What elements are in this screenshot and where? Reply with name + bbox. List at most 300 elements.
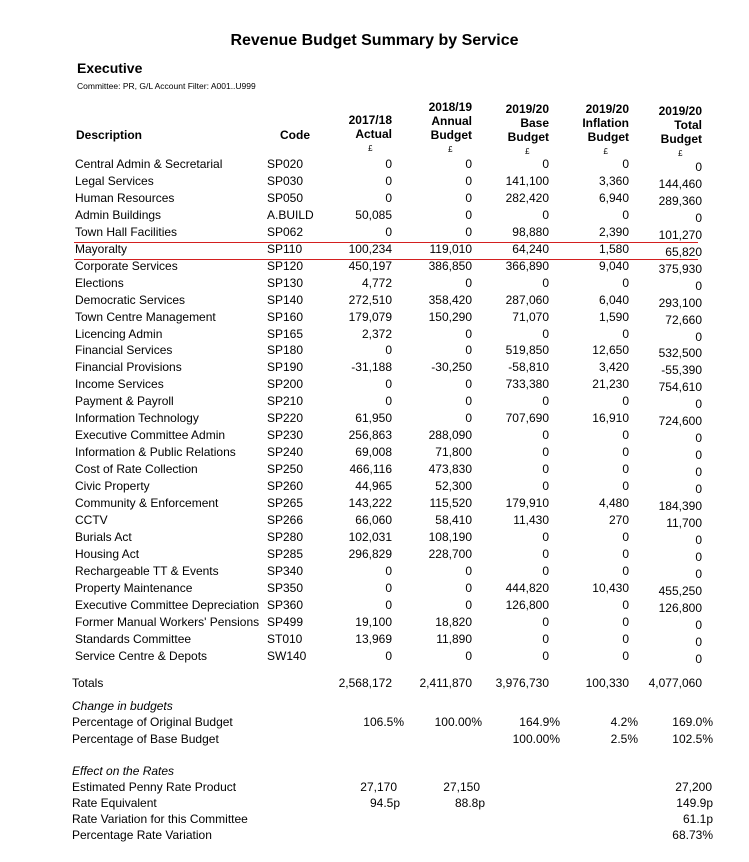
row-description: Democratic Services xyxy=(75,292,186,307)
table-row xyxy=(0,530,749,547)
row-2019-inflation: 0 xyxy=(622,529,629,544)
totals-inflation: 100,330 xyxy=(585,676,629,690)
table-row xyxy=(0,360,749,377)
row-code: SP340 xyxy=(267,563,304,578)
header-description: Description xyxy=(76,128,143,142)
table-row xyxy=(0,157,749,174)
row-description: Information Technology xyxy=(75,411,199,426)
row-code: SP120 xyxy=(267,258,304,273)
row-2018-annual: 386,850 xyxy=(428,258,472,273)
header-line: Budget xyxy=(587,130,629,144)
pct-base-label: Percentage of Base Budget xyxy=(72,732,219,746)
row-2019-base: 444,820 xyxy=(505,580,549,595)
unit-label: £ xyxy=(525,147,530,156)
row-2018-annual: 0 xyxy=(465,224,472,239)
row-2018-annual: 11,890 xyxy=(436,631,472,646)
row-2019-inflation: 0 xyxy=(622,157,629,171)
row-code: SP350 xyxy=(267,580,304,595)
row-2019-total: 532,500 xyxy=(658,346,702,361)
row-2019-total: 0 xyxy=(695,431,702,446)
row-2018-annual: 473,830 xyxy=(428,462,472,477)
table-row xyxy=(0,174,749,191)
row-2018-annual: 18,820 xyxy=(435,614,472,629)
row-description: Property Maintenance xyxy=(75,580,193,595)
table-row xyxy=(0,649,749,666)
row-2017-actual: 102,031 xyxy=(348,529,392,544)
pct-base-total: 102.5% xyxy=(672,732,713,746)
row-2018-annual: 0 xyxy=(465,326,472,341)
row-2017-actual: 0 xyxy=(385,597,392,612)
table-row xyxy=(0,208,749,225)
row-description: Burials Act xyxy=(75,529,132,544)
unit-label: £ xyxy=(678,149,683,158)
row-2018-annual: 0 xyxy=(465,173,472,188)
table-row xyxy=(0,242,749,259)
row-code: SP260 xyxy=(267,479,304,494)
row-2019-base: 282,420 xyxy=(505,190,549,205)
row-2018-annual: 358,420 xyxy=(428,292,472,307)
row-2019-total: 126,800 xyxy=(658,600,702,615)
row-description: Town Hall Facilities xyxy=(75,224,178,239)
row-2019-base: 0 xyxy=(542,479,549,494)
unit-label: £ xyxy=(448,145,453,154)
row-2019-base: 179,910 xyxy=(505,496,549,510)
header-2019-inflation xyxy=(582,102,629,159)
pct-original-total: 169.0% xyxy=(672,715,713,729)
table-row xyxy=(0,462,749,479)
row-2019-total: 0 xyxy=(695,329,702,344)
row-2019-base: 0 xyxy=(542,631,549,646)
row-2019-inflation: 0 xyxy=(622,597,629,612)
row-description: Licencing Admin xyxy=(75,326,163,341)
row-2019-total: 0 xyxy=(695,549,702,564)
row-description: Corporate Services xyxy=(75,258,178,273)
row-description: Cost of Rate Collection xyxy=(75,462,198,477)
row-2019-inflation: 12,650 xyxy=(592,343,629,358)
row-2019-inflation: 9,040 xyxy=(598,258,629,273)
row-2018-annual: 0 xyxy=(465,580,472,595)
table-row xyxy=(0,343,749,360)
row-description: Standards Committee xyxy=(75,631,192,646)
row-2018-annual: 0 xyxy=(465,563,472,578)
row-2018-annual: 115,520 xyxy=(429,496,472,510)
row-2017-actual: 0 xyxy=(385,157,392,171)
row-2019-total: 0 xyxy=(695,532,702,547)
row-2019-inflation: 0 xyxy=(622,428,629,443)
row-2019-total: 455,250 xyxy=(658,583,702,598)
pct-base-inflation: 2.5% xyxy=(610,732,638,746)
row-2017-actual: 0 xyxy=(385,580,392,595)
row-2019-inflation: 2,390 xyxy=(598,224,629,239)
row-2018-annual: 0 xyxy=(465,411,472,426)
row-code: SW140 xyxy=(267,648,307,663)
header-line: Budget xyxy=(507,130,549,144)
row-2019-base: 0 xyxy=(542,428,549,443)
row-2018-annual: 119,010 xyxy=(429,241,472,256)
row-2019-total: 72,660 xyxy=(665,312,702,327)
rate-variation-total: 61.1p xyxy=(682,812,713,826)
row-2019-base: 0 xyxy=(542,207,549,222)
row-2018-annual: 0 xyxy=(465,275,472,290)
totals-total: 4,077,060 xyxy=(648,676,702,690)
row-2019-base: 0 xyxy=(542,563,549,578)
row-description: Mayoralty xyxy=(75,241,128,256)
row-description: Financial Services xyxy=(75,343,173,358)
pct-rate-variation-total: 68.73% xyxy=(672,828,713,842)
row-2017-actual: 0 xyxy=(385,190,392,205)
row-2019-total: 0 xyxy=(695,651,702,666)
row-2019-inflation: 1,590 xyxy=(598,309,629,324)
pct-original-annual: 100.00% xyxy=(434,715,482,729)
row-2019-base: 141,100 xyxy=(505,173,549,188)
row-2019-base: 0 xyxy=(542,529,549,544)
row-2018-annual: 52,300 xyxy=(435,479,472,494)
table-row xyxy=(0,394,749,411)
header-line: 2018/19 xyxy=(428,100,472,114)
row-2017-actual: 0 xyxy=(385,343,392,358)
row-description: Housing Act xyxy=(75,546,140,561)
row-2017-actual: 13,969 xyxy=(355,631,392,646)
row-2018-annual: 0 xyxy=(465,648,472,663)
row-2019-total: 754,610 xyxy=(658,380,702,395)
pct-rate-variation-label: Percentage Rate Variation xyxy=(72,828,212,842)
row-2019-inflation: 16,910 xyxy=(592,411,629,426)
header-line: Inflation xyxy=(582,116,629,130)
pct-original-actual: 106.5% xyxy=(363,715,404,729)
row-2019-base: 707,690 xyxy=(505,411,549,426)
row-description: Financial Provisions xyxy=(75,360,182,375)
row-2019-inflation: 270 xyxy=(608,513,629,527)
header-line: Actual xyxy=(355,127,392,141)
rate-equivalent-label: Rate Equivalent xyxy=(72,796,157,810)
penny-total: 27,200 xyxy=(675,780,712,794)
table-row xyxy=(0,428,749,445)
row-2019-total: 289,360 xyxy=(658,193,702,208)
table-row xyxy=(0,293,749,310)
row-description: Civic Property xyxy=(75,479,150,494)
row-code: SP220 xyxy=(267,411,304,426)
table-row xyxy=(0,259,749,276)
row-2019-base: 0 xyxy=(542,157,549,171)
row-2019-base: 733,380 xyxy=(505,377,549,392)
row-code: SP050 xyxy=(267,190,304,205)
row-2019-inflation: 0 xyxy=(622,479,629,494)
row-2018-annual: 0 xyxy=(465,190,472,205)
row-code: SP360 xyxy=(267,597,304,612)
row-2017-actual: 61,950 xyxy=(355,411,392,426)
row-2018-annual: 58,410 xyxy=(435,513,472,527)
header-line: 2017/18 xyxy=(348,113,392,127)
row-2018-annual: 0 xyxy=(465,377,472,392)
row-2019-inflation: 6,040 xyxy=(598,292,629,307)
rate-equivalent-annual: 88.8p xyxy=(454,796,485,810)
row-2019-base: 11,430 xyxy=(513,513,549,527)
row-description: Executive Committee Admin xyxy=(75,428,226,443)
row-2018-annual: 71,800 xyxy=(435,445,472,460)
row-description: Elections xyxy=(75,275,124,290)
table-row xyxy=(0,581,749,598)
row-2019-total: 65,820 xyxy=(665,244,702,259)
row-2017-actual: 0 xyxy=(385,648,392,663)
row-code: SP190 xyxy=(267,360,304,375)
pct-original-label: Percentage of Original Budget xyxy=(72,715,233,729)
row-2018-annual: 0 xyxy=(465,157,472,171)
row-2018-annual: 0 xyxy=(465,343,472,358)
row-code: SP230 xyxy=(267,428,304,443)
row-2019-total: 0 xyxy=(695,566,702,581)
penny-label: Estimated Penny Rate Product xyxy=(72,780,237,794)
table-row xyxy=(0,615,749,632)
table-row xyxy=(0,411,749,428)
row-2019-total: 0 xyxy=(695,465,702,480)
row-2017-actual: 50,085 xyxy=(355,207,392,222)
row-2019-total: 0 xyxy=(695,448,702,463)
row-code: SP266 xyxy=(267,513,304,527)
row-code: SP265 xyxy=(267,496,304,510)
row-2017-actual: 19,100 xyxy=(355,614,392,629)
row-2019-inflation: 3,420 xyxy=(598,360,629,375)
rate-equivalent-row xyxy=(0,796,749,813)
row-code: SP499 xyxy=(267,614,304,629)
row-code: SP250 xyxy=(267,462,304,477)
row-2019-base: 0 xyxy=(542,326,549,341)
header-2018-annual xyxy=(429,100,472,157)
row-2019-base: 0 xyxy=(542,614,549,629)
row-2019-inflation: 0 xyxy=(622,546,629,561)
row-2019-total: 375,930 xyxy=(658,261,702,276)
table-row xyxy=(0,479,749,496)
rates-heading-row xyxy=(0,764,749,781)
row-2019-base: 0 xyxy=(542,275,549,290)
row-2018-annual: 288,090 xyxy=(428,428,472,443)
row-2019-base: -58,810 xyxy=(508,360,549,375)
row-2019-inflation: 0 xyxy=(622,394,629,409)
table-row xyxy=(0,564,749,581)
row-2018-annual: 0 xyxy=(465,597,472,612)
change-heading: Change in budgets xyxy=(72,699,173,713)
row-2018-annual: 108,190 xyxy=(428,529,472,544)
rate-equivalent-actual: 94.5p xyxy=(369,796,400,810)
row-description: Information & Public Relations xyxy=(75,445,236,460)
table-row xyxy=(0,377,749,394)
header-line: Budget xyxy=(660,132,702,146)
row-2018-annual: 228,700 xyxy=(428,546,472,561)
row-2019-base: 64,240 xyxy=(512,241,549,256)
row-code: SP160 xyxy=(267,309,304,324)
row-2019-inflation: 10,430 xyxy=(592,580,629,595)
header-line: Budget xyxy=(430,128,472,142)
row-description: Executive Committee Depreciation xyxy=(75,597,260,612)
row-description: Town Centre Management xyxy=(75,309,216,324)
row-2017-actual: 69,008 xyxy=(355,445,392,460)
row-2019-inflation: 0 xyxy=(622,563,629,578)
row-code: SP180 xyxy=(267,343,304,358)
row-2019-base: 0 xyxy=(542,394,549,409)
header-line: 2019/20 xyxy=(505,102,549,116)
row-description: Income Services xyxy=(75,377,164,392)
pct-base-row xyxy=(0,732,749,749)
row-2019-total: 0 xyxy=(695,210,702,225)
row-2019-base: 0 xyxy=(542,546,549,561)
row-code: SP280 xyxy=(267,529,304,544)
row-2019-inflation: 1,580 xyxy=(598,241,629,256)
row-2017-actual: 272,510 xyxy=(348,292,392,307)
row-2019-inflation: 0 xyxy=(622,648,629,663)
penny-annual: 27,150 xyxy=(443,780,480,794)
row-2019-base: 287,060 xyxy=(505,292,549,307)
row-2017-actual: 0 xyxy=(385,173,392,188)
row-2019-base: 0 xyxy=(542,445,549,460)
row-2019-total: 0 xyxy=(695,278,702,293)
table-row xyxy=(0,327,749,344)
row-code: SP020 xyxy=(267,157,304,171)
row-2019-total: 293,100 xyxy=(658,295,702,310)
row-code: SP130 xyxy=(267,275,304,290)
row-2019-total: 11,700 xyxy=(666,516,702,530)
penny-row xyxy=(0,780,749,797)
row-2018-annual: 0 xyxy=(465,207,472,222)
row-2018-annual: 0 xyxy=(465,394,472,409)
header-code: Code xyxy=(280,128,310,142)
totals-row xyxy=(0,676,749,693)
pct-rate-variation-row xyxy=(0,828,749,845)
totals-actual: 2,568,172 xyxy=(338,676,392,690)
row-2019-total: -55,390 xyxy=(661,363,702,378)
row-2019-total: 0 xyxy=(695,160,702,174)
row-2019-total: 101,270 xyxy=(658,227,702,242)
row-2019-total: 724,600 xyxy=(658,414,702,429)
account-filter: Committee: PR, G/L Account Filter: A001..U999 xyxy=(77,81,256,91)
row-description: Rechargeable TT & Events xyxy=(75,563,219,578)
row-code: SP200 xyxy=(267,377,304,392)
row-description: Legal Services xyxy=(75,173,154,188)
row-2019-base: 98,880 xyxy=(512,224,549,239)
page-title: Revenue Budget Summary by Service xyxy=(230,32,519,49)
row-description: Admin Buildings xyxy=(75,207,162,222)
row-code: SP140 xyxy=(267,292,304,307)
row-code: SP285 xyxy=(267,546,304,561)
row-2017-actual: 143,222 xyxy=(348,496,392,510)
section-title: Executive xyxy=(77,60,143,76)
row-2019-base: 0 xyxy=(542,648,549,663)
table-row xyxy=(0,513,749,530)
row-2017-actual: 0 xyxy=(385,394,392,409)
row-2017-actual: 296,829 xyxy=(348,546,392,561)
row-2019-base: 519,850 xyxy=(505,343,549,358)
header-line: Base xyxy=(520,116,549,130)
row-2017-actual: 0 xyxy=(385,377,392,392)
header-line: Total xyxy=(674,118,702,132)
row-description: Human Resources xyxy=(75,190,175,205)
rate-variation-row xyxy=(0,812,749,829)
penny-actual: 27,170 xyxy=(360,780,397,794)
row-2019-base: 366,890 xyxy=(505,258,549,273)
row-2019-total: 144,460 xyxy=(658,176,702,191)
row-2019-inflation: 0 xyxy=(622,326,629,341)
row-2017-actual: 0 xyxy=(385,224,392,239)
row-2019-inflation: 4,480 xyxy=(598,496,629,510)
row-2019-base: 71,070 xyxy=(512,309,549,324)
row-2019-inflation: 0 xyxy=(622,207,629,222)
row-2019-base: 126,800 xyxy=(505,597,549,612)
row-code: SP165 xyxy=(267,326,304,341)
row-description: Central Admin & Secretarial xyxy=(75,157,223,171)
row-code: SP110 xyxy=(267,241,303,256)
header-line: Annual xyxy=(431,114,472,128)
header-2019-base xyxy=(506,102,549,159)
row-2019-total: 0 xyxy=(695,617,702,632)
rate-variation-label: Rate Variation for this Committee xyxy=(72,812,248,826)
row-2019-inflation: 0 xyxy=(622,631,629,646)
row-2019-inflation: 0 xyxy=(622,614,629,629)
row-2017-actual: 466,116 xyxy=(349,462,392,477)
rate-equivalent-total: 149.9p xyxy=(676,796,713,810)
pct-original-row xyxy=(0,715,749,732)
row-2019-inflation: 21,230 xyxy=(592,377,629,392)
unit-label: £ xyxy=(368,144,373,153)
header-2019-total xyxy=(659,104,702,161)
totals-annual: 2,411,870 xyxy=(419,676,472,690)
pct-original-inflation: 4.2% xyxy=(610,715,638,729)
row-2017-actual: 100,234 xyxy=(348,241,392,256)
table-row xyxy=(0,225,749,242)
header-line: 2019/20 xyxy=(658,104,702,118)
row-description: Payment & Payroll xyxy=(75,394,174,409)
row-description: CCTV xyxy=(75,513,108,527)
table-row xyxy=(0,191,749,208)
unit-label: £ xyxy=(603,147,608,156)
row-code: ST010 xyxy=(267,631,303,646)
row-2019-inflation: 3,360 xyxy=(598,173,629,188)
header-line: 2019/20 xyxy=(585,102,629,116)
row-code: SP030 xyxy=(267,173,304,188)
row-code: SP210 xyxy=(267,394,304,409)
rates-heading: Effect on the Rates xyxy=(72,764,175,778)
row-2017-actual: 66,060 xyxy=(355,513,392,527)
table-row xyxy=(0,632,749,649)
totals-base: 3,976,730 xyxy=(495,676,549,690)
row-2019-inflation: 0 xyxy=(622,275,629,290)
row-2019-total: 0 xyxy=(695,397,702,412)
row-2019-inflation: 6,940 xyxy=(598,190,629,205)
header-2017-actual xyxy=(349,113,392,156)
row-2019-inflation: 0 xyxy=(622,445,629,460)
row-code: SP240 xyxy=(267,445,304,460)
row-2019-total: 184,390 xyxy=(658,499,702,513)
row-code: SP062 xyxy=(267,224,304,239)
row-2017-actual: 450,197 xyxy=(348,258,392,273)
pct-base-base: 100.00% xyxy=(512,732,560,746)
table-row xyxy=(0,310,749,327)
table-row xyxy=(0,547,749,564)
row-2018-annual: 150,290 xyxy=(428,309,472,324)
table-row xyxy=(0,496,749,513)
pct-original-base: 164.9% xyxy=(519,715,560,729)
row-2017-actual: 179,079 xyxy=(348,309,392,324)
row-2017-actual: 256,863 xyxy=(348,428,392,443)
row-2017-actual: 0 xyxy=(385,563,392,578)
table-row xyxy=(0,276,749,293)
row-description: Community & Enforcement xyxy=(75,496,219,510)
row-code: A.BUILD xyxy=(267,207,314,222)
row-2019-total: 0 xyxy=(695,634,702,649)
row-2019-total: 0 xyxy=(695,482,702,497)
table-row xyxy=(0,598,749,615)
row-2018-annual: -30,250 xyxy=(431,360,472,375)
row-2019-base: 0 xyxy=(542,462,549,477)
row-2017-actual: 2,372 xyxy=(361,326,392,341)
row-2019-inflation: 0 xyxy=(622,462,629,477)
